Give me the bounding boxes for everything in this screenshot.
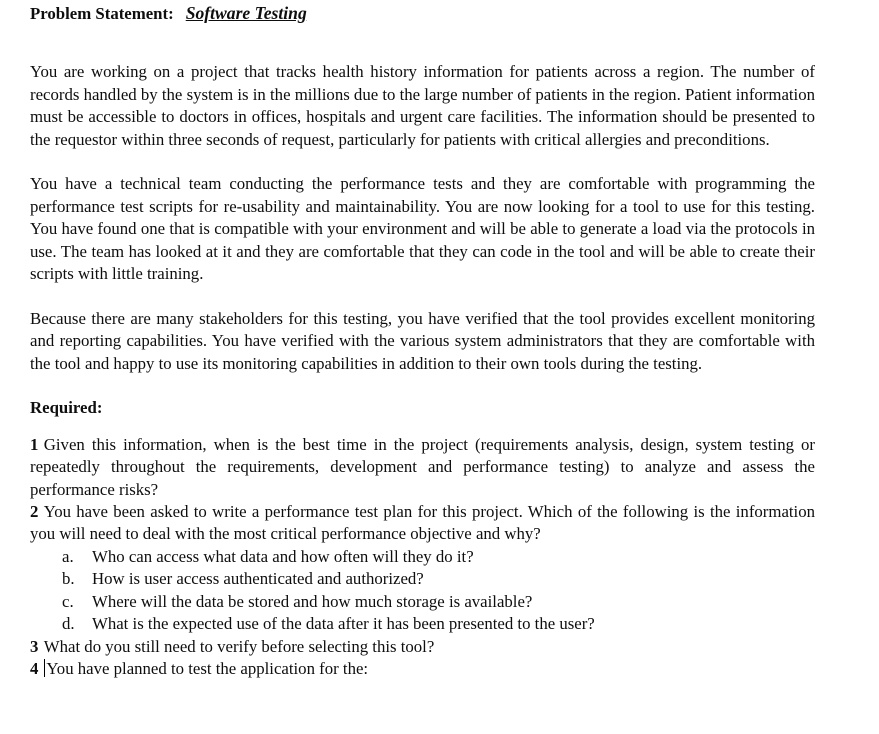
title-label: Problem Statement: — [30, 4, 174, 23]
option-b-letter: b. — [62, 569, 75, 589]
option-a — [62, 546, 815, 568]
question-3-text: What do you still need to verify before selecting this tool? — [43, 636, 435, 656]
question-2-number: 2 — [30, 502, 39, 522]
paragraph-2: You have a technical team conducting the performance tests and they are comfortable with programming the performance test scripts for re-usability and maintainability. You are now looking for a tool to use for this testing. You have found one that is compatible with your environment and will be able to generate a load via the protocols in use. The team has looked at it and they are comfortable that they can code in the tool and will be able to create their scripts with little training. — [30, 174, 815, 284]
option-a-letter: a. — [62, 546, 74, 566]
question-3 — [30, 636, 815, 658]
option-d — [62, 613, 815, 635]
title-value: Software Testing — [185, 3, 307, 23]
question-3-number: 3 — [30, 636, 39, 656]
question-1 — [30, 434, 815, 501]
question-2 — [30, 501, 815, 546]
option-c-letter: c. — [62, 591, 74, 611]
required-heading: Required: — [30, 398, 103, 418]
option-d-letter: d. — [62, 614, 75, 634]
question-4-number: 4 — [30, 658, 39, 678]
question-4 — [30, 658, 815, 680]
option-b-text: How is user access authenticated and authorized? — [92, 569, 424, 589]
question-1-number: 1 — [30, 434, 39, 454]
option-a-text: Who can access what data and how often will they do it? — [92, 546, 474, 566]
paragraph-1: You are working on a project that tracks health history information for patients across a region. The number of records handled by the system is in the millions due to the large number of patients in the region. Patient information must be accessible to doctors in offices, hospitals and urgent care facilities. The information should be presented to the requestor within three seconds of request, particularly for patients with critical allergies and preconditions. — [30, 62, 815, 149]
option-c-text: Where will the data be stored and how much storage is available? — [92, 591, 533, 611]
paragraph-3: Because there are many stakeholders for this testing, you have verified that the tool provides excellent monitoring and reporting capabilities. You have verified with the various system administrators that they are comfortable with the tool and happy to use its monitoring capabilities in addition to their own tools during the testing. — [30, 308, 815, 373]
question-1-text: Given this information, when is the best time in the project (requirements analysis, design, system testing or repeatedly throughout the requirements, development and performance testing) to analyze and assess the performance risks? — [30, 434, 815, 499]
option-d-text: What is the expected use of the data after it has been presented to the user? — [92, 614, 595, 634]
option-c — [62, 591, 815, 613]
question-4-text: You have planned to test the application for the: — [46, 658, 369, 678]
document-title — [30, 2, 815, 25]
question-2-options — [30, 546, 815, 636]
option-b — [62, 568, 815, 590]
question-2-text: You have been asked to write a performance test plan for this project. Which of the following is the information you will need to deal with the most critical performance objective and why? — [30, 502, 815, 544]
